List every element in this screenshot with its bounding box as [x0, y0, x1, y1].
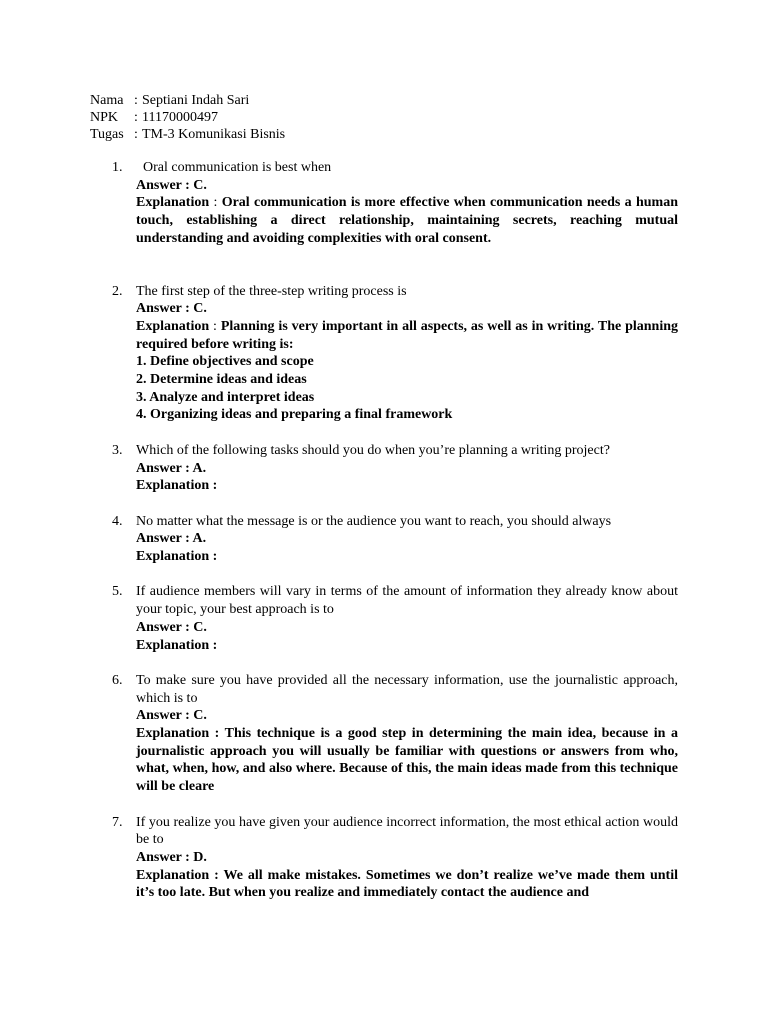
- list-item: 2. Determine ideas and ideas: [136, 372, 307, 388]
- list-item: 1. Define objectives and scope: [136, 354, 314, 370]
- question-text: To make sure you have provided all the necessary information, use the journalistic approach, which is to: [136, 672, 678, 706]
- explanation-label: Explanation: [136, 195, 210, 211]
- explanation-label: Explanation :: [136, 637, 218, 653]
- question-number: 3.: [112, 442, 123, 458]
- answer-line: Answer : C.: [136, 177, 207, 193]
- header-colon: :: [134, 93, 138, 108]
- explanation: [136, 867, 678, 902]
- question-item-1: [110, 159, 678, 248]
- header-label: Nama: [90, 93, 124, 108]
- explanation-text: This technique is a good step in determining the main idea, because in a journalistic approach you will usually be familiar with questions or answers from who, what, when, how, and also where. Because of this, the main ideas made from this technique will be cleare: [136, 726, 678, 795]
- question-item-5: [110, 583, 678, 654]
- explanation: [136, 725, 678, 796]
- question-text: No matter what the message is or the audience you want to reach, you should always: [136, 513, 612, 529]
- question-item-4: [110, 513, 678, 566]
- explanation-label: Explanation: [136, 318, 210, 334]
- planning-steps-list: [136, 353, 678, 424]
- question-item-6: [110, 672, 678, 796]
- question-text: Which of the following tasks should you do when you’re planning a writing project?: [136, 442, 610, 458]
- answer-line: Answer : C.: [136, 301, 207, 317]
- question-number: 6.: [112, 672, 123, 688]
- question-number: 4.: [112, 513, 123, 529]
- answer-line: Answer : C.: [136, 708, 207, 724]
- question-item-7: [110, 814, 678, 903]
- explanation-text: We all make mistakes. Sometimes we don’t realize we’ve made them until it’s too late. But when you realize and immediately contact the audience and: [136, 867, 678, 901]
- header-value: Septiani Indah Sari: [142, 93, 250, 108]
- header-row-task: [90, 126, 285, 143]
- explanation-text: Planning is very important in all aspects, as well as in writing. The planning required before writing is:: [136, 318, 679, 352]
- answer-line: Answer : D.: [136, 849, 207, 865]
- question-item-2: [110, 283, 678, 425]
- question-number: 5.: [112, 584, 123, 600]
- header-row-name: [90, 92, 285, 109]
- question-text: If audience members will vary in terms of the amount of information they already know about your topic, your best approach is to: [136, 584, 678, 618]
- header-value: 11170000497: [142, 110, 218, 125]
- question-item-3: [110, 442, 678, 495]
- explanation-label: Explanation :: [136, 726, 220, 742]
- explanation: Explanation : Oral communication is more effective when communication needs a human touch, establishing a direct relationship, maintaining secrets, reaching mutual understanding and avoiding complexities with oral consent.: [136, 195, 678, 246]
- header-value: TM-3 Komunikasi Bisnis: [142, 127, 286, 142]
- answer-line: Answer : A.: [136, 531, 207, 547]
- question-number: 1.: [112, 160, 123, 175]
- explanation-label: Explanation :: [136, 549, 218, 565]
- header-row-npk: [90, 109, 285, 126]
- list-item: 4. Organizing ideas and preparing a final framework: [136, 407, 453, 423]
- student-header: [90, 92, 285, 143]
- question-text: If you realize you have given your audience incorrect information, the most ethical action would be to: [136, 814, 678, 848]
- question-text: The first step of the three-step writing process is: [136, 283, 407, 299]
- explanation-text: Oral communication is more effective when communication needs a human touch, establishing a direct relationship, maintaining secrets, reaching mutual understanding and avoiding complexities with oral consent.: [136, 195, 678, 246]
- header-label: Tugas: [90, 127, 124, 142]
- question-number: 7.: [112, 814, 123, 830]
- question-text: Oral communication is best when: [143, 160, 332, 175]
- explanation-label: Explanation :: [136, 867, 219, 883]
- explanation-label: Explanation :: [136, 478, 218, 494]
- list-item: 3. Analyze and interpret ideas: [136, 389, 315, 405]
- header-label: NPK: [90, 110, 119, 125]
- answer-line: Answer : C.: [136, 619, 207, 635]
- question-list: [110, 159, 678, 920]
- explanation: Explanation : Planning is very important in all aspects, as well as in writing. The planning required before writing is:: [136, 318, 679, 352]
- header-colon: :: [134, 127, 138, 142]
- answer-line: Answer : A.: [136, 460, 207, 476]
- question-number: 2.: [112, 283, 123, 299]
- header-colon: :: [134, 110, 138, 125]
